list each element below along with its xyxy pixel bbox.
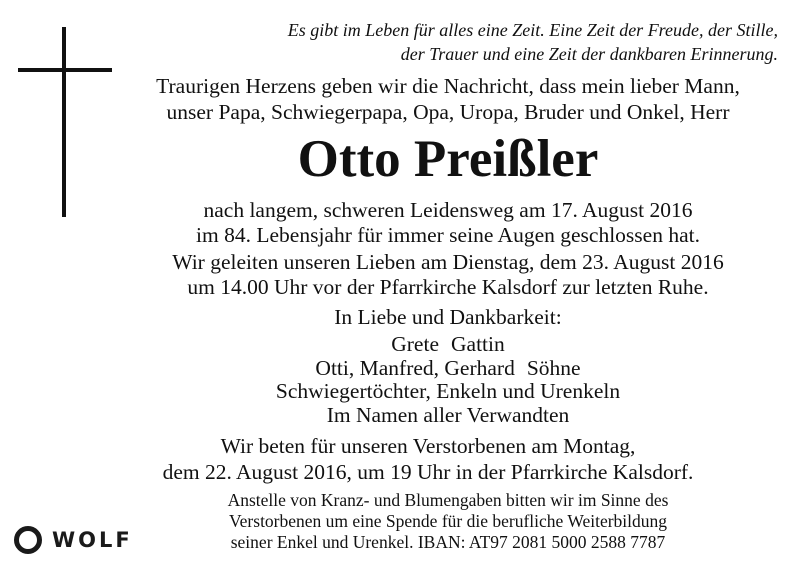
donation-line: Verstorbenen um eine Spende für die berufliche Weiterbildung — [228, 511, 668, 531]
logo-text: WOLF — [52, 528, 133, 552]
funeral-details — [100, 250, 796, 300]
mourner-line: Im Namen aller Verwandten — [326, 402, 570, 427]
spouse-name: Grete — [391, 332, 439, 356]
wolf-logo — [14, 525, 133, 555]
mass-line: Wir beten für unseren Verstorbenen am Montag, — [220, 434, 636, 458]
cross-horizontal-bar — [18, 68, 112, 72]
deceased-name: Otto Preißler — [297, 130, 599, 188]
passing-line: im 84. Lebensjahr für immer seine Augen geschlossen hat. — [196, 223, 700, 247]
intro-line: Traurigen Herzens geben wir die Nachricht, dass mein lieber Mann, — [156, 74, 740, 98]
intro-line: unser Papa, Schwiegerpapa, Opa, Uropa, Bruder und Onkel, Herr — [166, 100, 730, 124]
funeral-line: um 14.00 Uhr vor der Pfarrkirche Kalsdorf zur letzten Ruhe. — [187, 275, 709, 299]
spouse-role: Gattin — [451, 332, 505, 356]
sons-role: Söhne — [526, 355, 581, 380]
thanks-line: In Liebe und Dankbarkeit: — [334, 305, 562, 329]
mourner-line: Schwiegertöchter, Enkeln und Urenkeln — [275, 379, 621, 403]
mourner-sons — [100, 357, 796, 381]
mass-line: dem 22. August 2016, um 19 Uhr in der Pfarrkirche Kalsdorf. — [162, 460, 694, 484]
donation-line: seiner Enkel und Urenkel. IBAN: AT97 2081 5000 2588 7787 — [230, 532, 666, 552]
cross-icon — [18, 27, 112, 217]
prayer-service-details — [60, 433, 796, 485]
passing-details — [100, 198, 796, 248]
donation-line: Anstelle von Kranz- und Blumengaben bitten wir im Sinne des — [227, 490, 669, 510]
mourner-spouse — [100, 333, 796, 357]
donation-note — [100, 490, 796, 553]
sons-names: Otti, Manfred, Gerhard — [315, 355, 515, 380]
motto-line: der Trauer und eine Zeit der dankbaren Erinnerung. — [400, 44, 778, 64]
motto — [178, 18, 778, 66]
passing-line: nach langem, schweren Leidensweg am 17. August 2016 — [203, 198, 693, 222]
mourners-list — [100, 333, 796, 427]
ring-logo-icon — [14, 526, 42, 554]
motto-line: Es gibt im Leben für alles eine Zeit. Eine Zeit der Freude, der Stille, — [287, 20, 778, 40]
cross-vertical-bar — [62, 27, 66, 217]
funeral-line: Wir geleiten unseren Lieben am Dienstag, dem 23. August 2016 — [172, 250, 724, 274]
announcement-intro — [100, 73, 796, 125]
